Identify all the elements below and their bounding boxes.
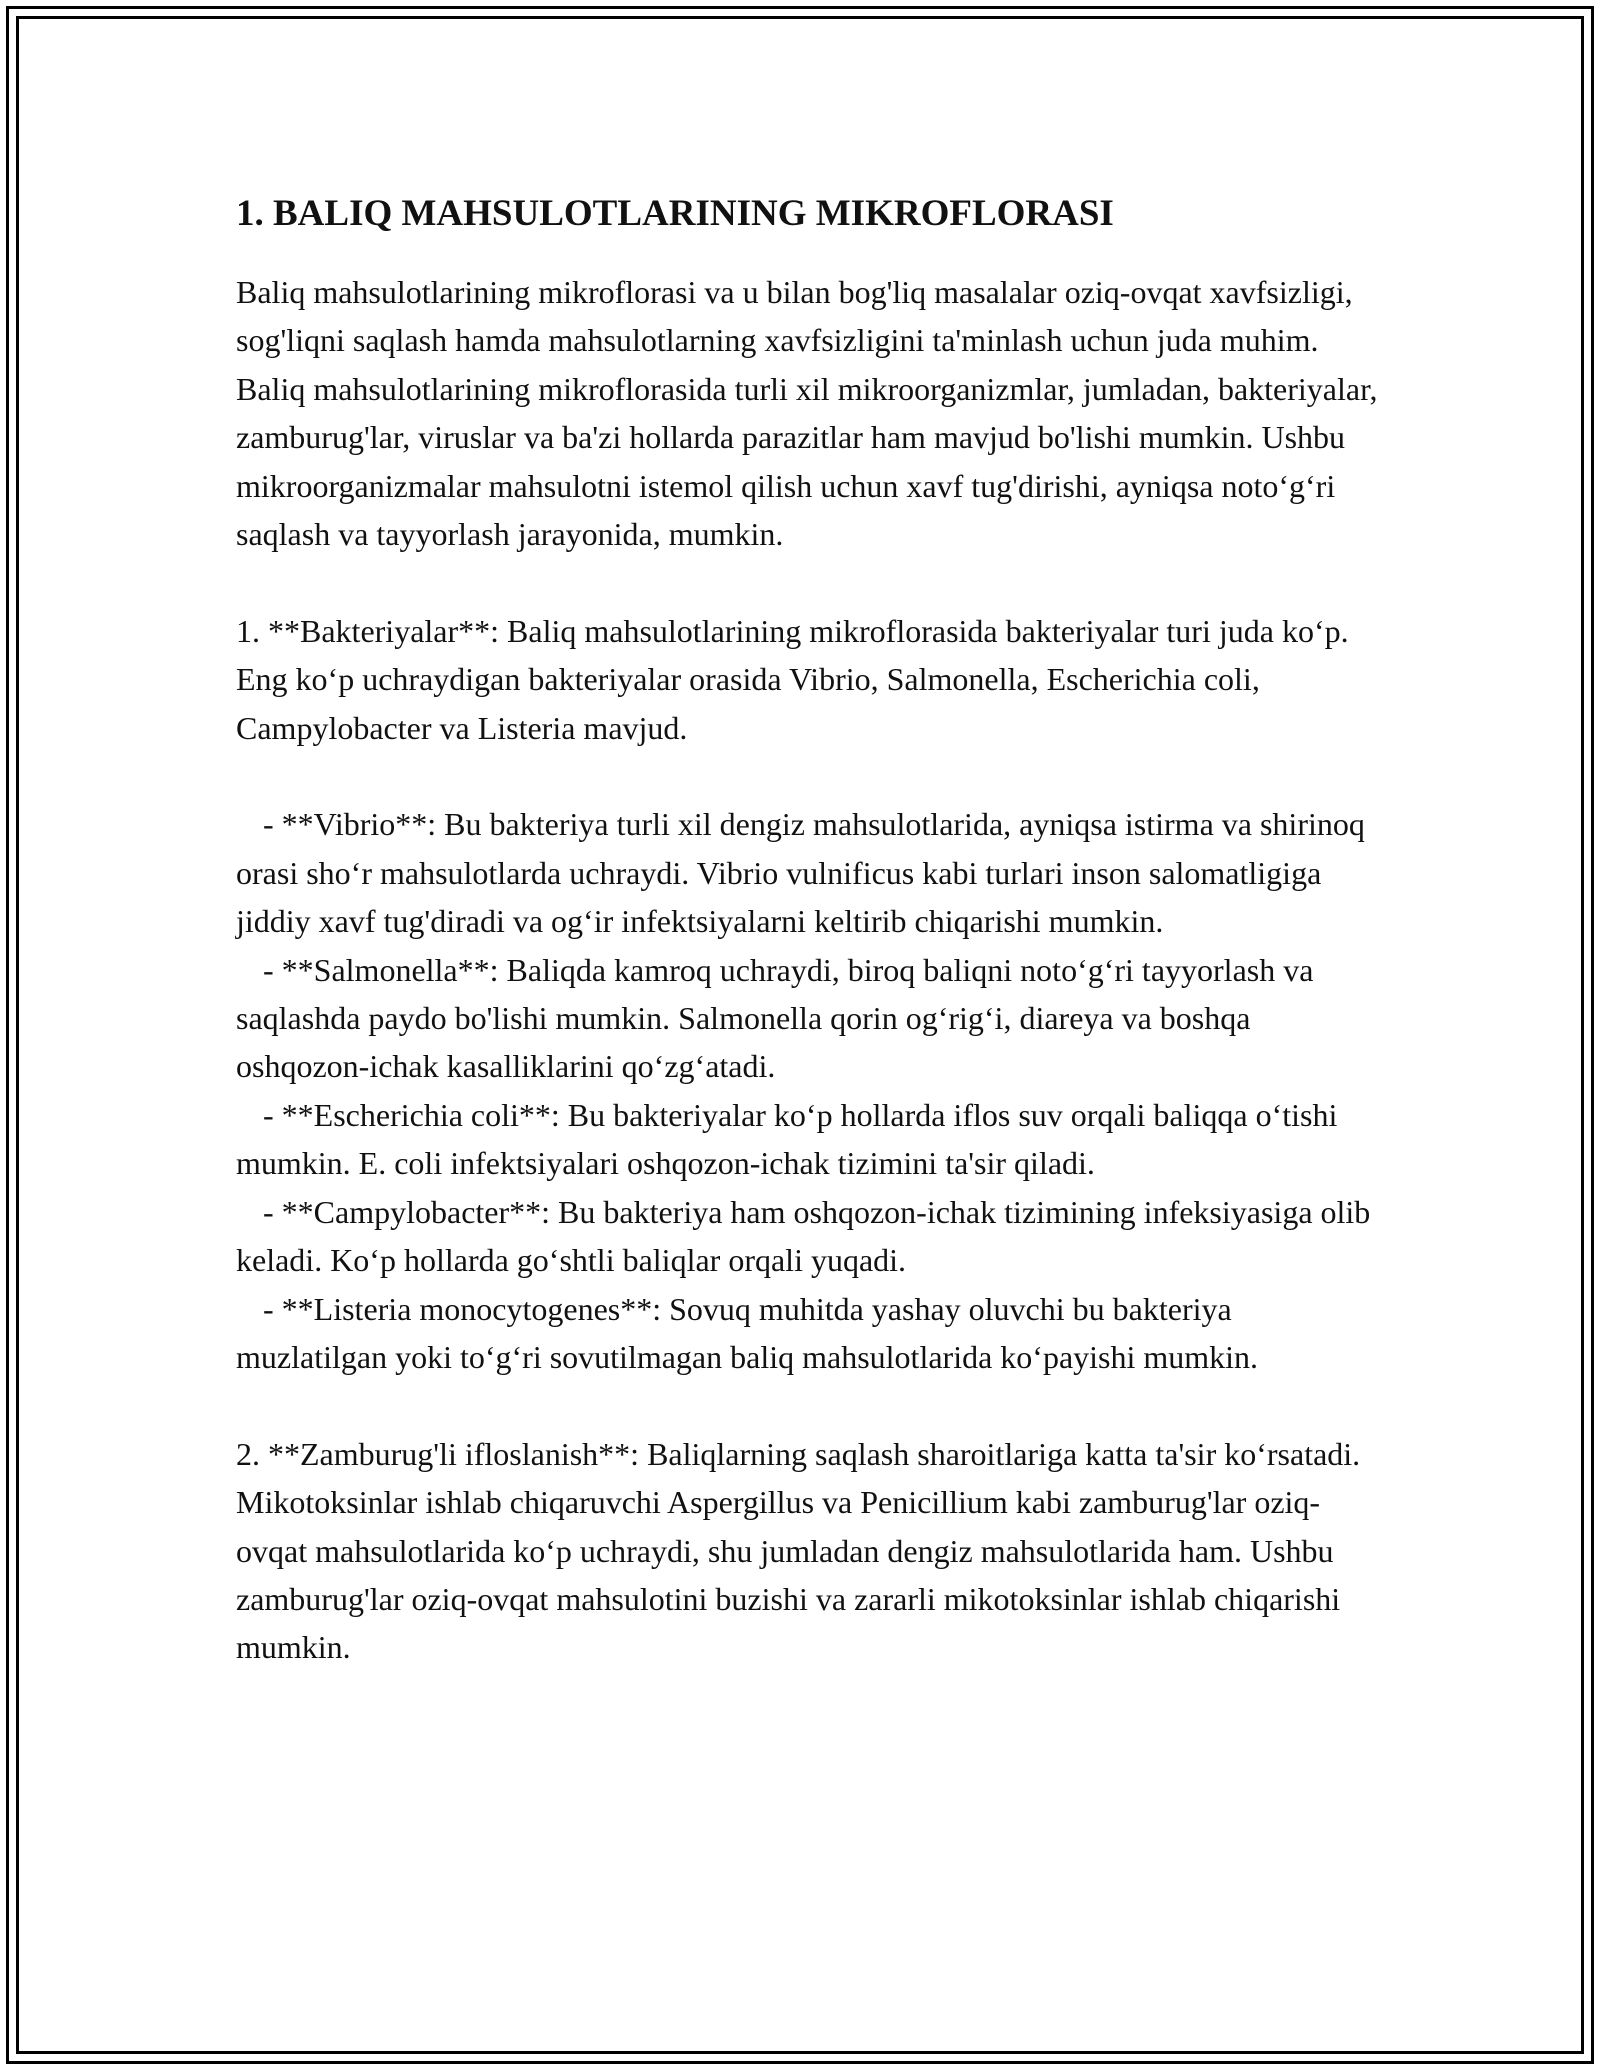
document-title: 1. BALIQ MAHSULOTLARINING MIKROFLORASI xyxy=(236,193,1114,234)
escherichia-coli-item: - **Escherichia coli**: Bu bakteriyalar ko‘p hollarda iflos suv orqali baliqqa o‘tishi mumkin. E. coli infektsiyalari oshqozon-ichak tizimini ta'sir qiladi. xyxy=(236,1096,1338,1182)
paragraph-spacer xyxy=(236,752,1386,800)
bacteria-paragraph: 1. **Bakteriyalar**: Baliq mahsulotlarining mikroflorasida bakteriyalar turi juda ko‘p. Eng ko‘p uchraydigan bakteriyalar orasida Vibrio, Salmonella, Escherichia coli, Campylobacter va Listeria mavjud. xyxy=(236,612,1349,746)
listeria-item: - **Listeria monocytogenes**: Sovuq muhitda yashay oluvchi bu bakteriya muzlatilgan yoki to‘g‘ri sovutilmagan baliq mahsulotlarida ko‘payishi mumkin. xyxy=(236,1290,1259,1375)
campylobacter-item: - **Campylobacter**: Bu bakteriya ham oshqozon-ichak tizimining infeksiyasiga olib keladi. Ko‘p hollarda go‘shtli baliqlar orqali yuqadi. xyxy=(236,1193,1371,1279)
intro-paragraph: Baliq mahsulotlarining mikroflorasi va u bilan bog'liq masalalar oziq-ovqat xavfsizligi, sog'liqni saqlash hamda mahsulotlarning xavfsizligini ta'minlash uchun juda muhim. Baliq mahsulotlarining mikroflorasida turli xil mikroorganizmlar, jumladan, bakteriyalar, zamburug'lar, viruslar va ba'zi hollarda parazitlar ham mavjud bo'lishi mumkin. Ushbu mikroorganizmalar mahsulotni istemol qilish uchun xavf tug'dirishi, ayniqsa noto‘g‘ri saqlash va tayyorlash jarayonida, mumkin. xyxy=(236,274,1378,553)
paragraph-spacer xyxy=(236,1381,1386,1429)
vibrio-item: - **Vibrio**: Bu bakteriya turli xil dengiz mahsulotlarida, ayniqsa istirma va shirinoq orasi sho‘r mahsulotlarda uchraydi. Vibrio vulnificus kabi turlari inson salomatligiga jiddiy xavf tug'diradi va og‘ir infektsiyalarni keltirib chiqarishi mumkin. xyxy=(236,806,1365,940)
salmonella-item: - **Salmonella**: Baliqda kamroq uchraydi, biroq baliqni noto‘g‘ri tayyorlash va saqlashda paydo bo'lishi mumkin. Salmonella qorin og‘rig‘i, diareya va boshqa oshqozon-ichak kasalliklarini qo‘zg‘atadi. xyxy=(236,951,1314,1085)
fungi-paragraph: 2. **Zamburug'li ifloslanish**: Baliqlarning saqlash sharoitlariga katta ta'sir ko‘rsatadi. Mikotoksinlar ishlab chiqaruvchi Aspergillus va Penicillium kabi zamburug'lar oziq-ovqat mahsulotlarida ko‘p uchraydi, shu jumladan dengiz mahsulotlarida ham. Ushbu zamburug'lar oziq-ovqat mahsulotini buzishi va zararli mikotoksinlar ishlab chiqarishi mumkin. xyxy=(236,1435,1361,1666)
paragraph-spacer xyxy=(236,558,1386,606)
document-body xyxy=(236,186,1386,1672)
